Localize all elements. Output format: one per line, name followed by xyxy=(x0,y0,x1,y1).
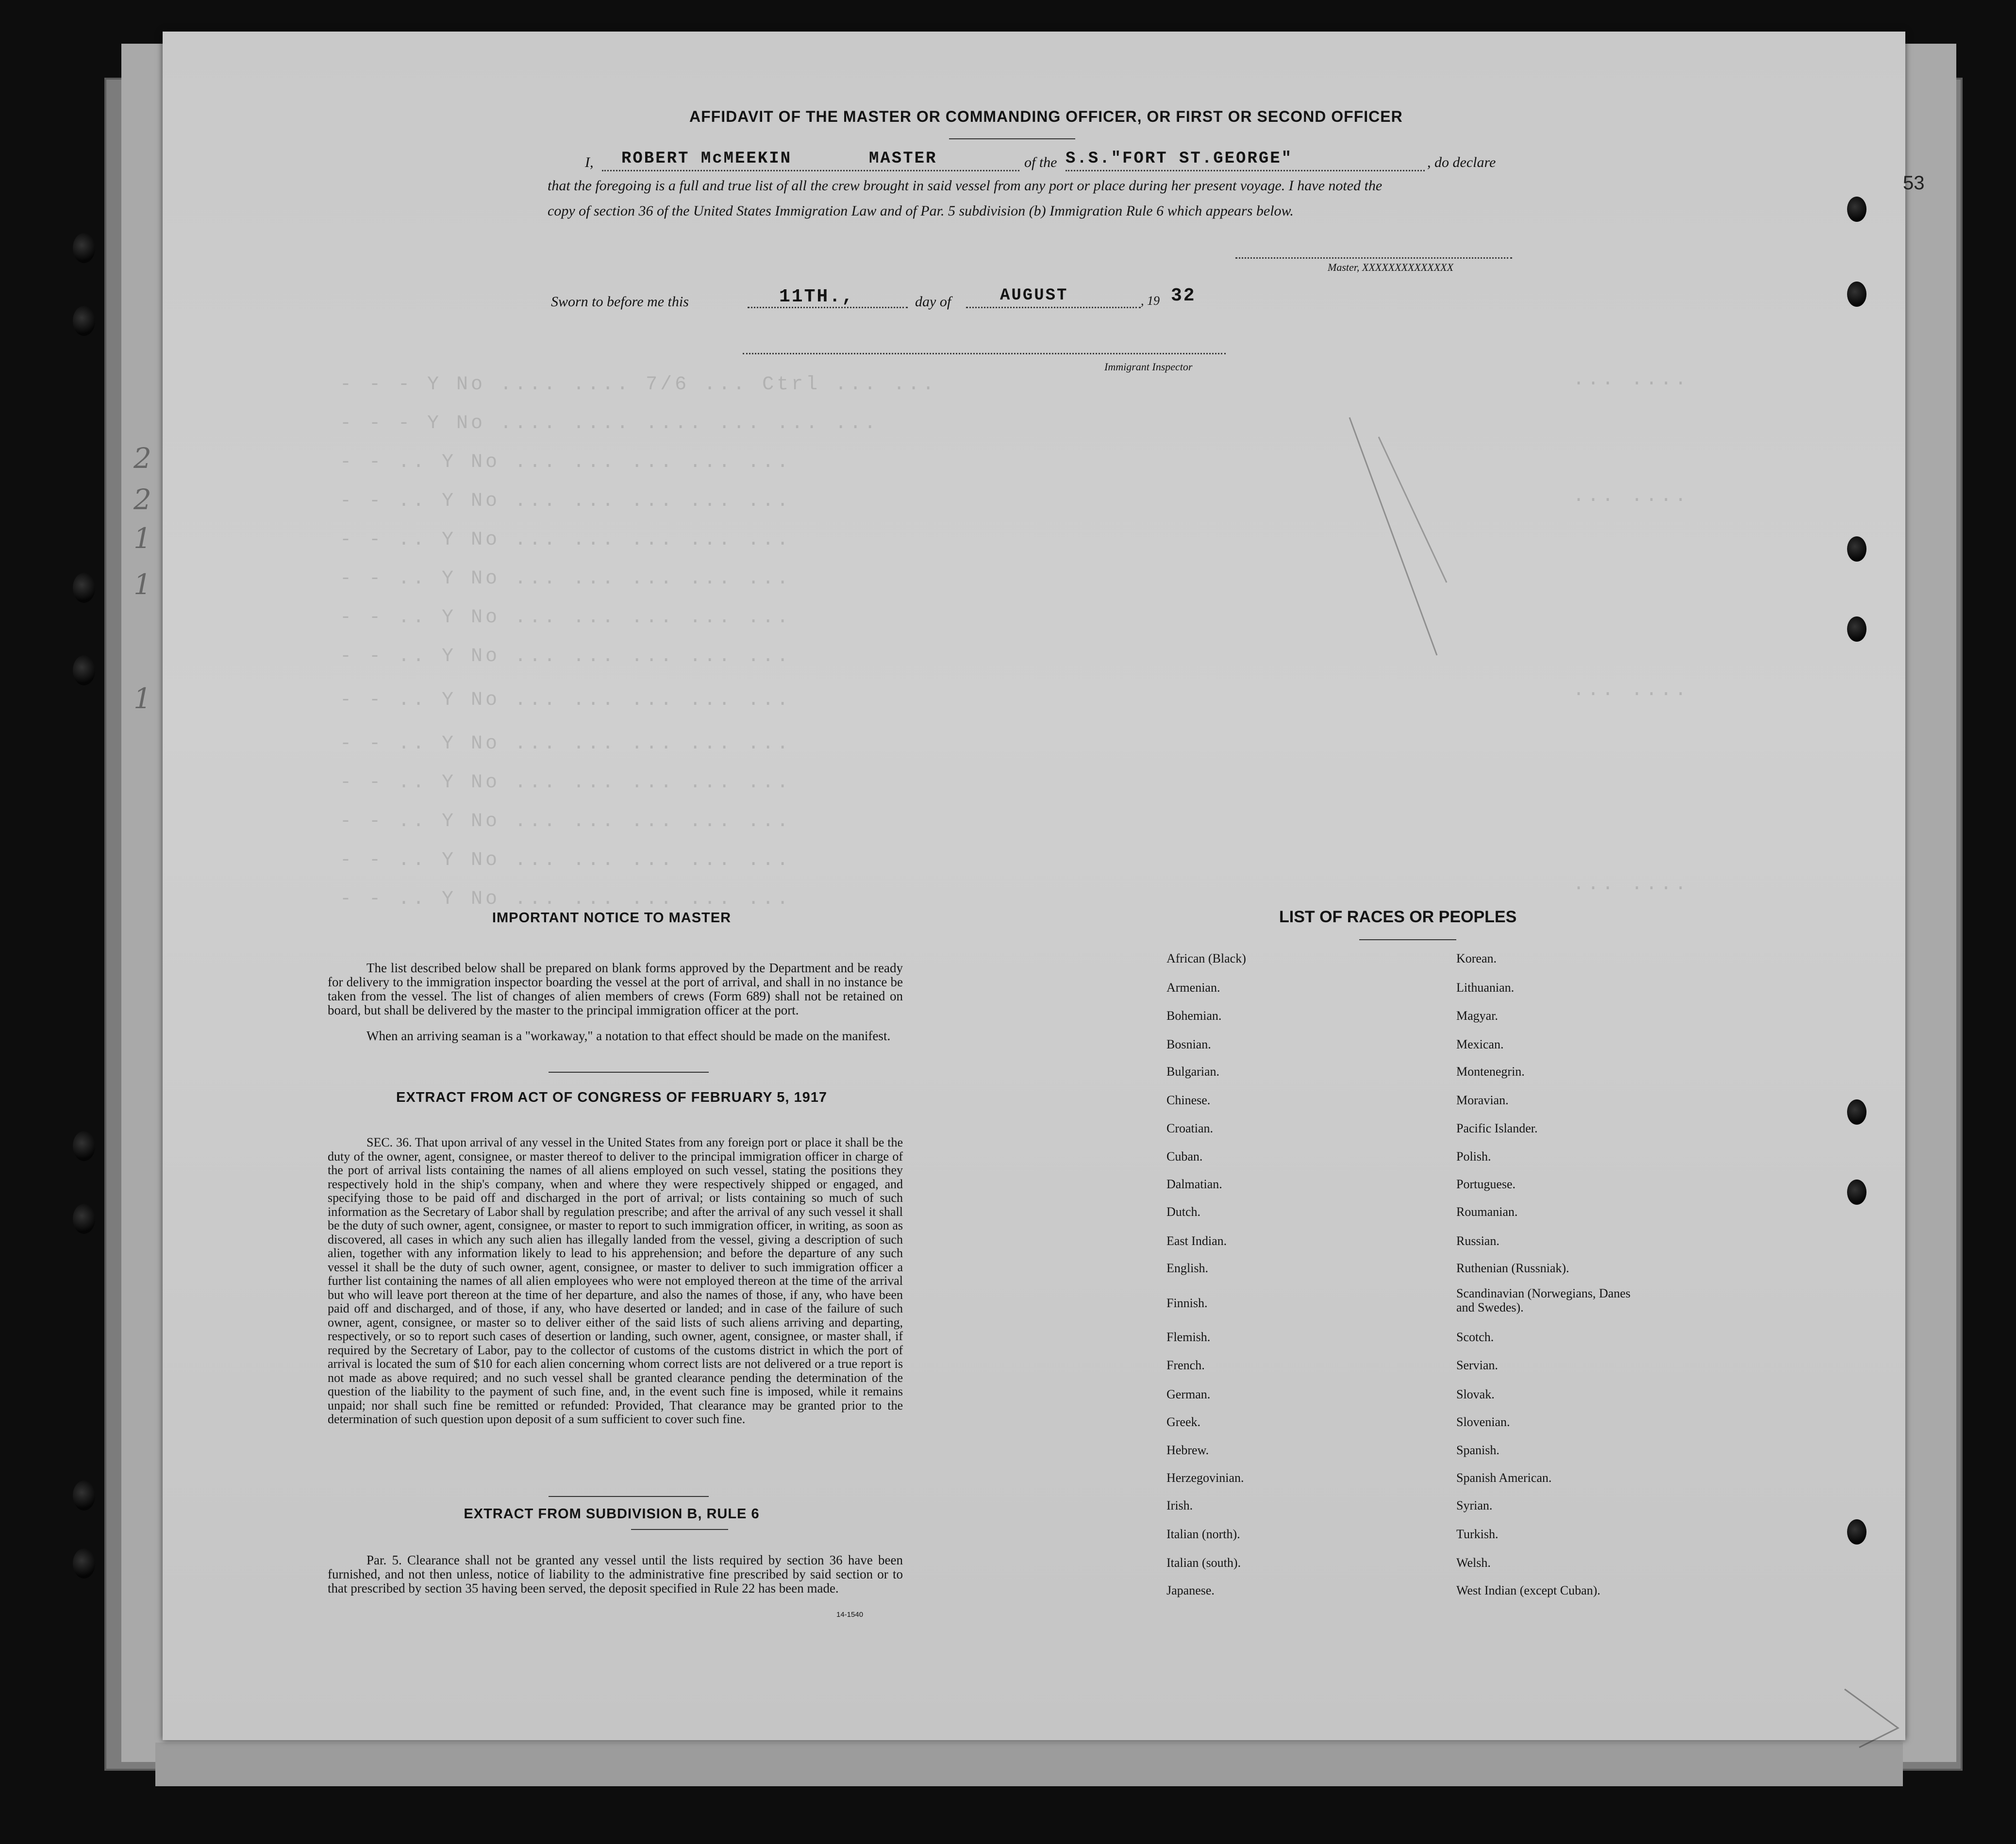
of-the-label: of the xyxy=(1024,154,1057,170)
race-item: Bohemian. xyxy=(1166,1009,1222,1023)
year-prefix: , 19 xyxy=(1141,294,1160,308)
master-name: ROBERT McMEEKIN xyxy=(621,150,792,168)
handwritten-margin-mark: 1 xyxy=(133,682,151,715)
race-item: Flemish. xyxy=(1166,1330,1211,1344)
bleed-through-text: - - .. Y No ... ... ... ... ... xyxy=(340,607,792,629)
affidavit-title: AFFIDAVIT OF THE MASTER OR COMMANDING OFFICER, OR FIRST OR SECOND OFFICER xyxy=(689,108,1403,125)
notice-title: IMPORTANT NOTICE TO MASTER xyxy=(492,910,732,926)
race-item: German. xyxy=(1166,1387,1211,1401)
race-item: Croatian. xyxy=(1166,1121,1214,1135)
bleed-through-text: - - .. Y No ... ... ... ... ... xyxy=(340,451,792,473)
race-item: Magyar. xyxy=(1456,1009,1498,1023)
race-item: Irish. xyxy=(1166,1498,1193,1512)
bleed-through-text: ... .... xyxy=(1573,369,1690,391)
race-item: Chinese. xyxy=(1166,1093,1211,1107)
race-item: Syrian. xyxy=(1456,1498,1493,1512)
sworn-day: 11TH., xyxy=(779,286,854,307)
do-declare-label: , do declare xyxy=(1427,154,1496,170)
race-item: East Indian. xyxy=(1166,1234,1227,1248)
race-item: Scandinavian (Norwegians, Danes and Swedes). xyxy=(1456,1286,1631,1314)
bleed-through-text: - - .. Y No ... ... ... ... ... xyxy=(340,811,792,832)
bleed-through-text: - - .. Y No ... ... ... ... ... xyxy=(340,689,792,711)
act-extract-title: EXTRACT FROM ACT OF CONGRESS OF FEBRUARY 5, 1917 xyxy=(396,1090,828,1105)
page-number: 53 xyxy=(1903,172,1925,194)
race-item: Montenegrin. xyxy=(1456,1064,1525,1079)
race-item: Russian. xyxy=(1456,1234,1500,1248)
race-item: Ruthenian (Russniak). xyxy=(1456,1261,1569,1275)
race-item: Bosnian. xyxy=(1166,1037,1211,1051)
race-item: Slovak. xyxy=(1456,1387,1495,1401)
race-item: Greek. xyxy=(1166,1415,1201,1429)
affidavit-line-2: that the foregoing is a full and true list of all the crew brought in said vessel from any port or place during her present voyage. I have noted the xyxy=(548,178,1383,194)
race-item: French. xyxy=(1166,1358,1205,1372)
race-item: Slovenian. xyxy=(1456,1415,1510,1429)
handwritten-margin-mark: 1 xyxy=(133,568,151,601)
bleed-through-text: ... .... xyxy=(1573,680,1690,701)
bleed-through-text: - - .. Y No ... ... ... ... ... xyxy=(340,849,792,871)
race-item: English. xyxy=(1166,1261,1208,1275)
race-item: Japanese. xyxy=(1166,1583,1215,1597)
bleed-through-text: - - .. Y No ... ... ... ... ... xyxy=(340,772,792,794)
race-item: Spanish American. xyxy=(1456,1471,1552,1485)
race-item: Welsh. xyxy=(1456,1556,1491,1570)
race-item: Korean. xyxy=(1456,951,1497,965)
race-item: Turkish. xyxy=(1456,1527,1499,1541)
race-item: Finnish. xyxy=(1166,1296,1208,1310)
race-item: Armenian. xyxy=(1166,980,1220,995)
race-item: Hebrew. xyxy=(1166,1443,1209,1457)
race-item: Roumanian. xyxy=(1456,1205,1518,1219)
form-number: 14-1540 xyxy=(836,1611,864,1619)
handwritten-margin-mark: 2 xyxy=(133,483,151,516)
race-item: Dalmatian. xyxy=(1166,1177,1222,1191)
affidavit-line-3: copy of section 36 of the United States Immigration Law and of Par. 5 subdivision (b) Immigration Rule 6 which appears below. xyxy=(548,203,1294,219)
day-of-label: day of xyxy=(915,294,951,310)
sworn-month: AUGUST xyxy=(1000,286,1068,305)
race-item: Mexican. xyxy=(1456,1037,1504,1051)
race-item: Italian (south). xyxy=(1166,1556,1241,1570)
rule-extract-title: EXTRACT FROM SUBDIVISION B, RULE 6 xyxy=(464,1506,760,1522)
race-item: Bulgarian. xyxy=(1166,1064,1220,1079)
races-title: LIST OF RACES OR PEOPLES xyxy=(1279,908,1517,926)
handwritten-margin-mark: 2 xyxy=(133,442,151,475)
inspector-label: Immigrant Inspector xyxy=(1104,361,1193,373)
affidavit-i: I, xyxy=(585,154,594,170)
race-item: Polish. xyxy=(1456,1149,1491,1163)
bleed-through-text: - - .. Y No ... ... ... ... ... xyxy=(340,568,792,590)
vessel-name: S.S."FORT ST.GEORGE" xyxy=(1066,150,1293,168)
race-item: Scotch. xyxy=(1456,1330,1494,1344)
notice-paragraph-1: The list described below shall be prepared on blank forms approved by the Department and be ready for delivery to the immigration inspector boarding the vessel at the port of arrival, and shall in no instance be taken from the vessel. The list of changes of alien members of crews (Form 689) shall not be retained on board, but shall be delivered by the master to the principal immigration officer at the port. xyxy=(328,961,903,1017)
handwritten-margin-mark: 1 xyxy=(133,522,151,555)
race-item: Italian (north). xyxy=(1166,1527,1240,1541)
bleed-through-text: - - .. Y No ... ... ... ... ... xyxy=(340,888,792,910)
race-item: Servian. xyxy=(1456,1358,1498,1372)
bleed-through-text: - - .. Y No ... ... ... ... ... xyxy=(340,490,792,512)
master-signature-label: Master, XXXXXXXXXXXXXX xyxy=(1328,261,1454,273)
race-item: Spanish. xyxy=(1456,1443,1500,1457)
race-item: Pacific Islander. xyxy=(1456,1121,1538,1135)
race-item: Lithuanian. xyxy=(1456,980,1515,995)
sworn-label: Sworn to before me this xyxy=(551,294,689,310)
notice-paragraph-2: When an arriving seaman is a "workaway," a notation to that effect should be made on the manifest. xyxy=(367,1029,891,1043)
race-item: Cuban. xyxy=(1166,1149,1203,1163)
race-item: Dutch. xyxy=(1166,1205,1201,1219)
race-item: West Indian (except Cuban). xyxy=(1456,1583,1600,1597)
master-rank: MASTER xyxy=(869,150,937,168)
race-item: Portuguese. xyxy=(1456,1177,1516,1191)
race-item: Herzegovinian. xyxy=(1166,1471,1244,1485)
race-item: Moravian. xyxy=(1456,1093,1509,1107)
bleed-through-text: - - .. Y No ... ... ... ... ... xyxy=(340,529,792,551)
bleed-through-text: ... .... xyxy=(1573,874,1690,896)
rule-extract-body: Par. 5. Clearance shall not be granted any vessel until the lists required by section 36 have been furnished, and not then unless, notice of liability to the administrative fine prescribed by said section or to that prescribed by section 35 having been served, the deposit specified in Rule 22 has been made. xyxy=(328,1553,903,1595)
bleed-through-text: ... .... xyxy=(1573,485,1690,507)
bleed-through-text: - - .. Y No ... ... ... ... ... xyxy=(340,733,792,755)
bleed-through-text: - - .. Y No ... ... ... ... ... xyxy=(340,646,792,667)
race-item: African (Black) xyxy=(1166,951,1246,965)
bleed-through-text: - - - Y No .... .... 7/6 ... Ctrl ... ... xyxy=(340,374,937,396)
sworn-year: 32 xyxy=(1171,285,1196,306)
bleed-through-text: - - - Y No .... .... .... ... ... ... xyxy=(340,413,879,434)
act-extract-body: SEC. 36. That upon arrival of any vessel in the United States from any foreign port or place it shall be the duty of the owner, agent, consignee, or master thereof to deliver to the principal immigration officer in charge of the port of arrival lists containing the names of all aliens employed on such vessel, stating the positions they respectively hold in the ship's company, when and where they were respectively shipped or engaged, and specifying those to be paid off and discharged in the port of arrival; or lists containing so much of such information as the Secretary of Labor shall by regulation prescribe; and after the arrival of any such vessel it shall be the duty of such owner, agent, consignee, or master to report to such immigration officer, in writing, as soon as discovered, all cases in which any such alien has illegally landed from the vessel, giving a description of such alien, together with any information likely to lead to his apprehension; and before the departure of any such vessel it shall be the duty of such owner, agent, consignee, or master to deliver to such immigration officer a further list containing the names of all alien employees who were not employed thereon at the time of the arrival but who will leave port thereon at the time of her departure, and also the names of those, if any, who have been paid off and discharged, and of those, if any, who have deserted or landed; and in case of the failure of such owner, agent, consignee, or master so to deliver either of the said lists of such aliens arriving and departing, respectively, or so to report such cases of desertion or landing, such owner, agent, consignee, or master shall, if required by the Secretary of Labor, pay to the collector of customs of the customs district in which the port of arrival is located the sum of $10 for each alien concerning whom correct lists are not delivered or a true report is not made as above required; and no such vessel shall be granted clearance pending the determination of the question of the liability to the payment of such fine, and, in the event such fine is imposed, while it remains unpaid; nor shall such fine be remitted or refunded: Provided, That clearance may be granted prior to the determination of such question upon deposit of a sum sufficient to cover such fine. xyxy=(328,1135,903,1426)
